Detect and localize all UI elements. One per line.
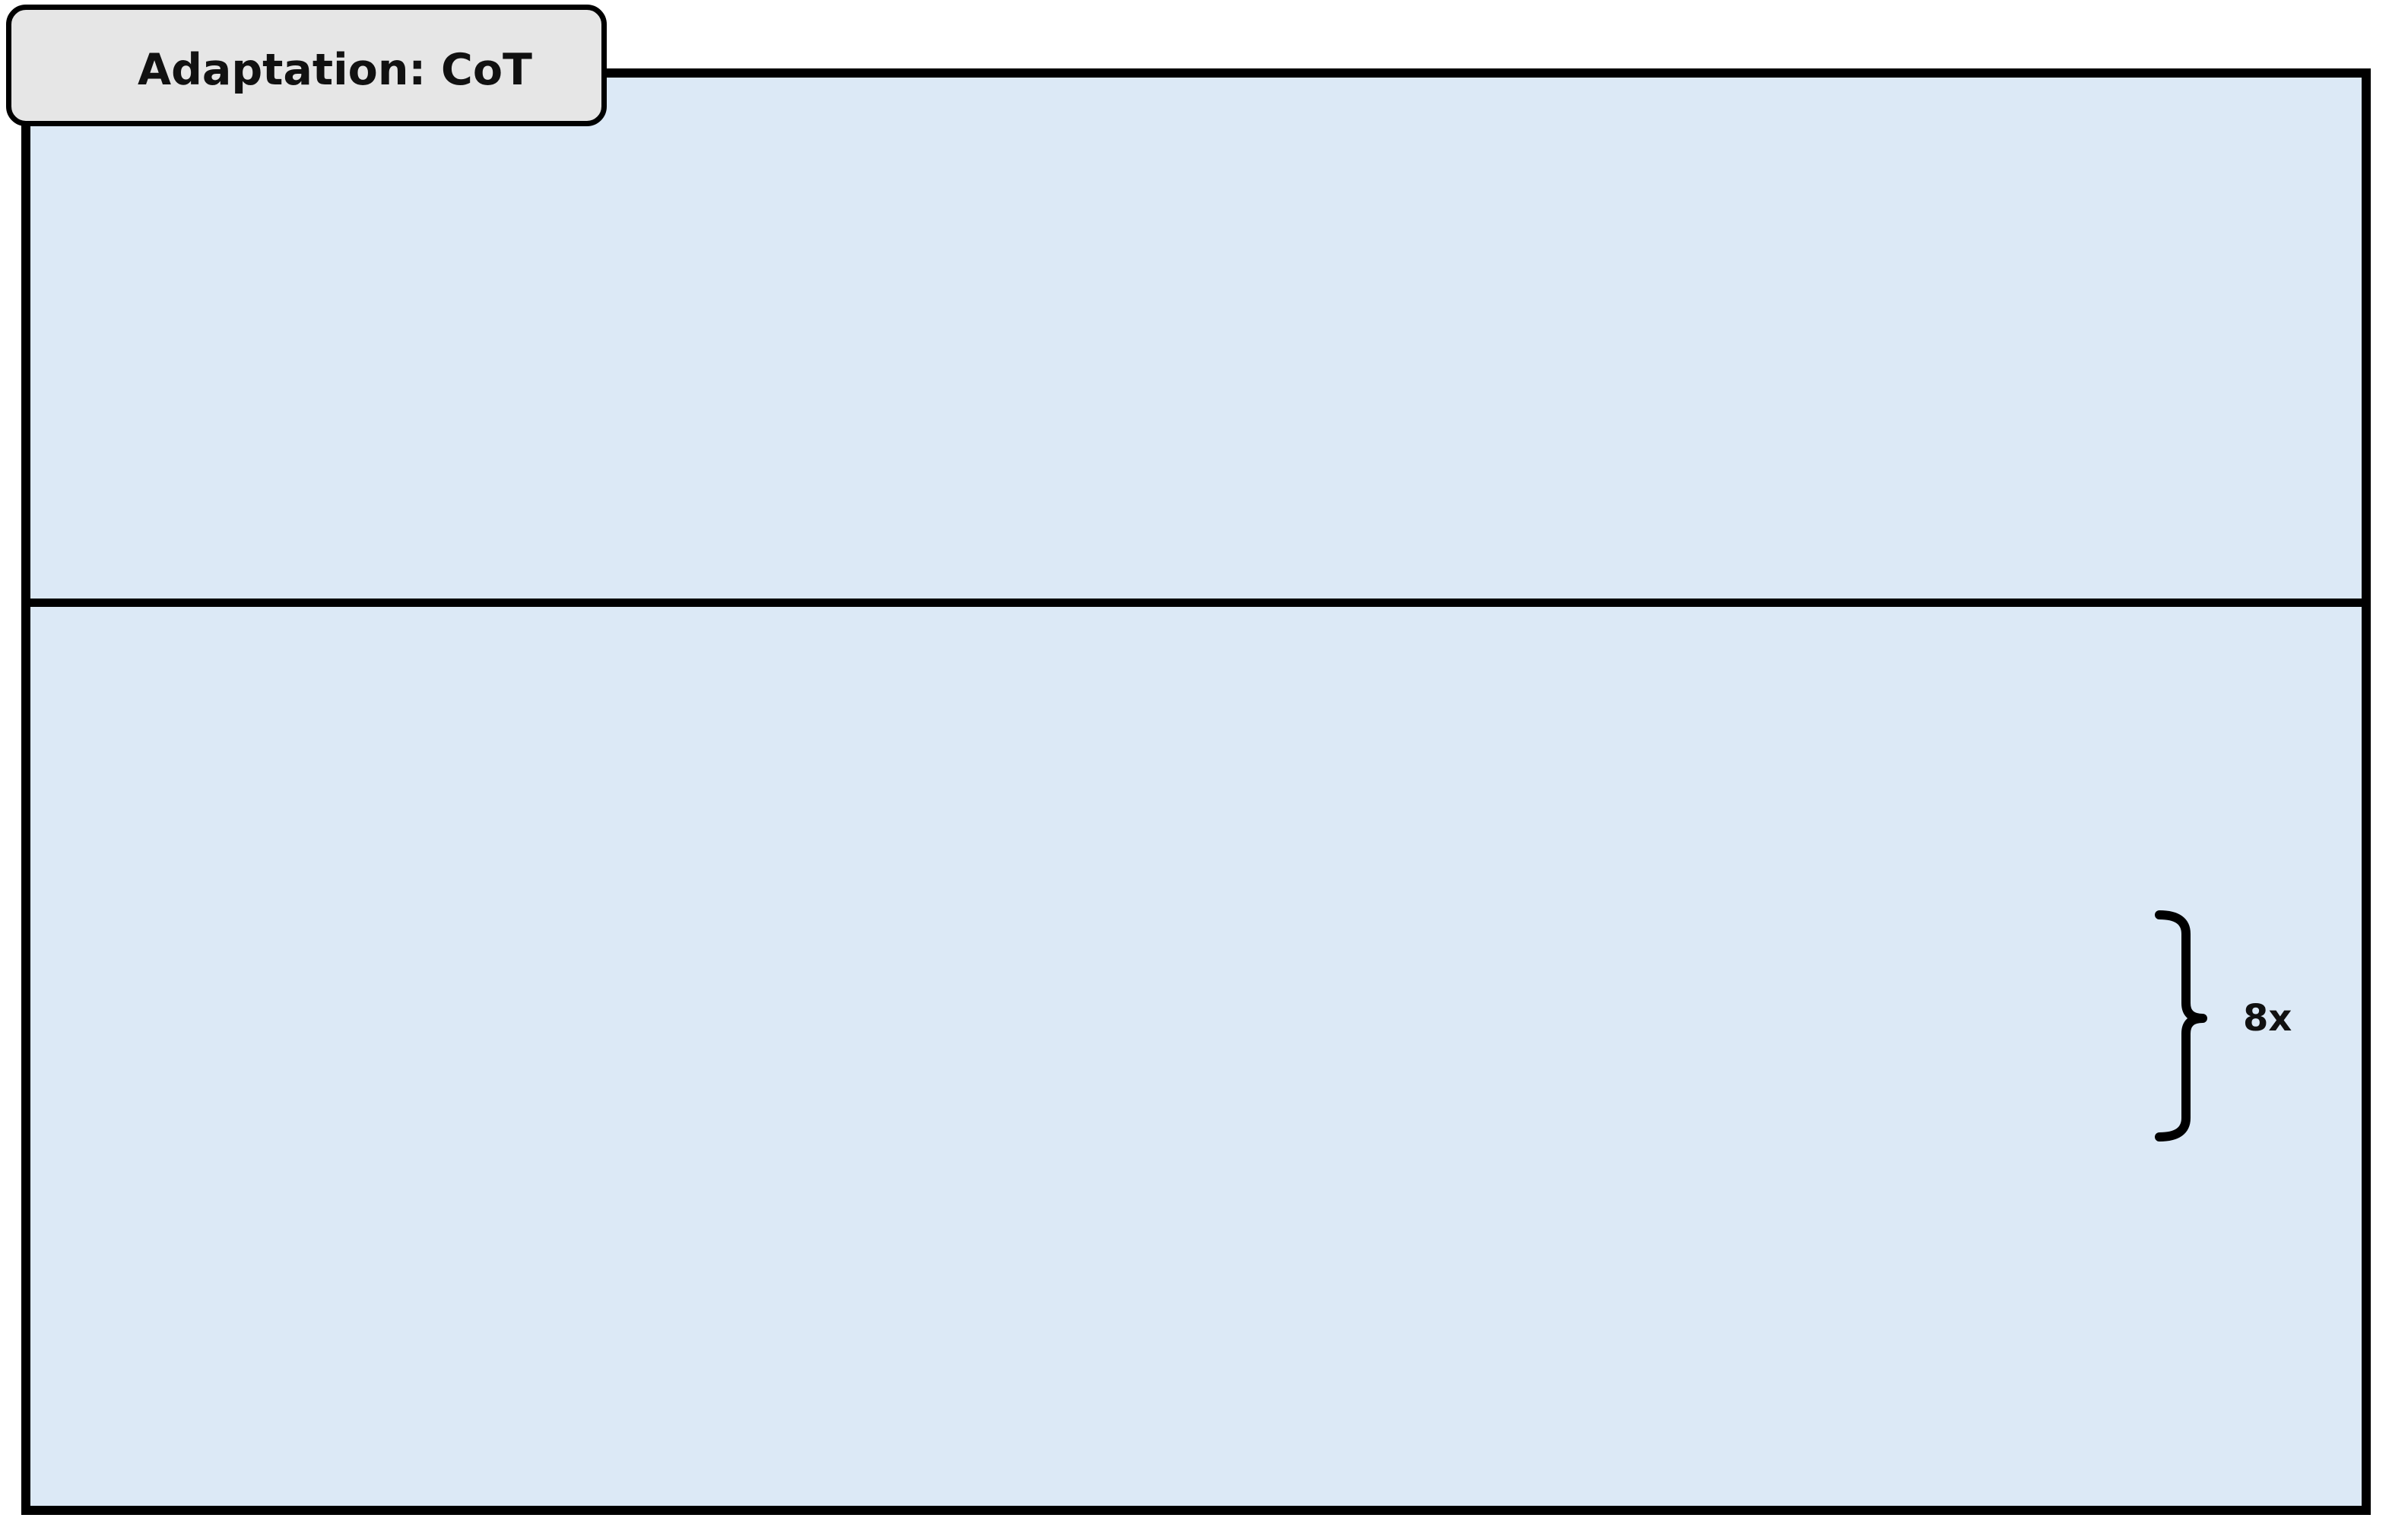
repeat-brace-icon (2129, 907, 2213, 1145)
cot-panel (21, 68, 2371, 1515)
section-divider (30, 599, 2362, 607)
adaptation-tab (6, 5, 607, 126)
repeat-count-label: 8x (2243, 997, 2292, 1040)
tab-label: Adaptation: CoT (138, 45, 532, 95)
